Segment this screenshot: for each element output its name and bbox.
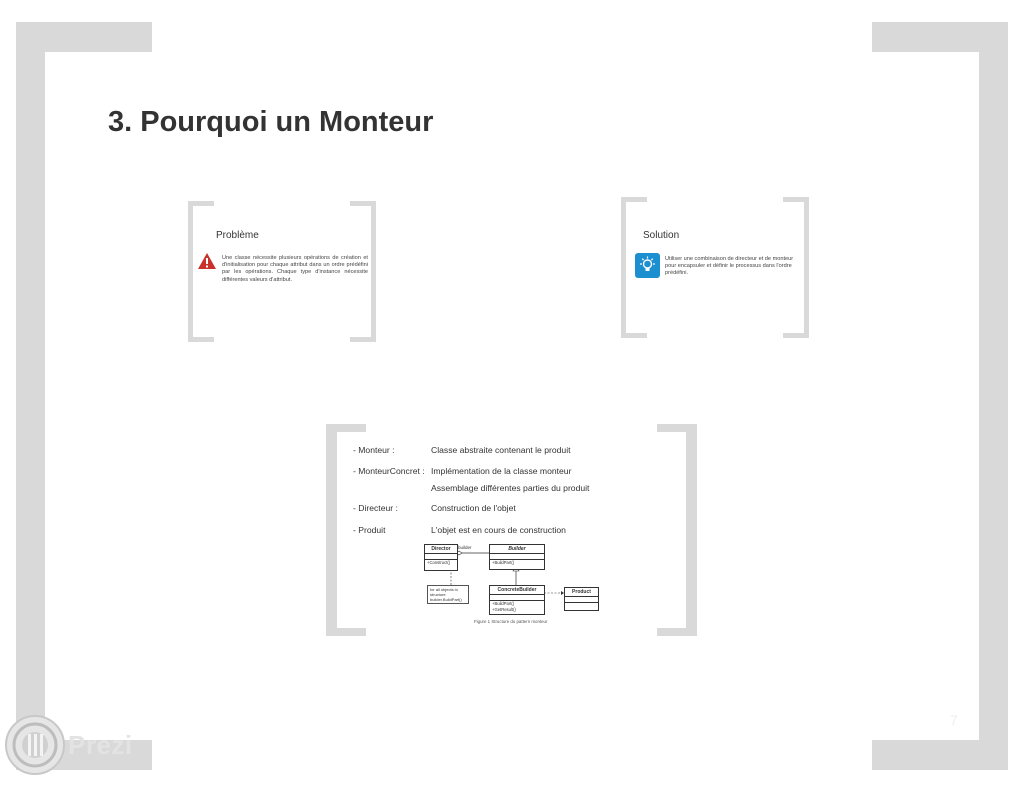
probleme-bracket-left bbox=[188, 201, 193, 342]
uml-builder-link-label: builder bbox=[458, 545, 472, 550]
uml-product-attrs bbox=[565, 597, 598, 603]
page-number: 7 bbox=[950, 712, 958, 728]
participant-label-monteurconcret: - MonteurConcret : bbox=[353, 466, 425, 476]
uml-director-name: Director bbox=[425, 545, 457, 554]
solution-bracket-right bbox=[804, 197, 809, 338]
prezi-logo[interactable] bbox=[4, 714, 134, 776]
probleme-text: Une classe nécessite plusieurs opérations de création et d'initialisation pour chaque attribut dans un ordre prédéfini par les opérations. Chaque type d'instance nécessite différentes valeurs d'attribut. bbox=[222, 255, 368, 283]
uml-builder bbox=[489, 544, 545, 570]
probleme-bracket-right-bottom bbox=[350, 337, 376, 342]
solution-bracket-left bbox=[621, 197, 626, 338]
participant-desc-monteur: Classe abstraite contenant le produit bbox=[431, 445, 571, 455]
probleme-title: Problème bbox=[216, 230, 259, 241]
solution-bracket-left-bottom bbox=[621, 333, 647, 338]
structure-bracket-left-bottom bbox=[326, 628, 366, 636]
solution-text: Utiliser une combinaison de directeur et de monteur pour encapsuler et définir le processus dans l'ordre prédéfini. bbox=[665, 256, 794, 277]
uml-concretebuilder bbox=[489, 585, 545, 615]
lightbulb-icon bbox=[635, 253, 660, 278]
frame-bottom-right-cap bbox=[872, 740, 1008, 770]
uml-product-name: Product bbox=[565, 588, 598, 597]
slide-title: 3. Pourquoi un Monteur bbox=[108, 106, 434, 138]
uml-builder-op: +BuildPart() bbox=[492, 560, 515, 565]
participant-desc-assemblage: Assemblage différentes parties du produit bbox=[431, 483, 590, 493]
prezi-logo-icon bbox=[4, 714, 66, 776]
warning-icon bbox=[197, 252, 217, 270]
uml-caption: Figure 1 Structure du pattern monteur bbox=[474, 619, 548, 624]
uml-builder-name: Builder bbox=[490, 545, 544, 554]
uml-concretebuilder-op-2: +GetResult() bbox=[492, 606, 516, 612]
participant-label-directeur: - Directeur : bbox=[353, 503, 398, 513]
uml-product bbox=[564, 587, 599, 611]
solution-bracket-right-bottom bbox=[783, 333, 809, 338]
participant-desc-produit: L'objet est en cours de construction bbox=[431, 525, 566, 535]
solution-title: Solution bbox=[643, 230, 680, 241]
uml-concretebuilder-name: ConcreteBuilder bbox=[490, 586, 544, 595]
probleme-bracket-right bbox=[371, 201, 376, 342]
participant-label-produit: - Produit bbox=[353, 525, 386, 535]
uml-director-op: +Construct() bbox=[427, 560, 451, 565]
uml-note-line-1: for all objects in structure bbox=[430, 587, 458, 597]
structure-bracket-right-bottom bbox=[657, 628, 697, 636]
frame-right-edge bbox=[979, 22, 1008, 770]
uml-concretebuilder-op-1: +BuildPart() bbox=[492, 601, 515, 606]
uml-director bbox=[424, 544, 458, 571]
structure-bracket-right bbox=[686, 424, 697, 636]
uml-note-line-2: builder.BuildPart() bbox=[430, 597, 462, 602]
probleme-bracket-left-bottom bbox=[188, 337, 214, 342]
prezi-logo-text: Prezi bbox=[68, 730, 133, 760]
frame-left-edge bbox=[16, 22, 45, 770]
structure-bracket-left bbox=[326, 424, 337, 636]
participant-label-monteur: - Monteur : bbox=[353, 445, 395, 455]
participant-desc-monteurconcret: Implémentation de la classe monteur bbox=[431, 466, 572, 476]
uml-note bbox=[427, 585, 469, 604]
participant-desc-directeur: Construction de l'objet bbox=[431, 503, 516, 513]
